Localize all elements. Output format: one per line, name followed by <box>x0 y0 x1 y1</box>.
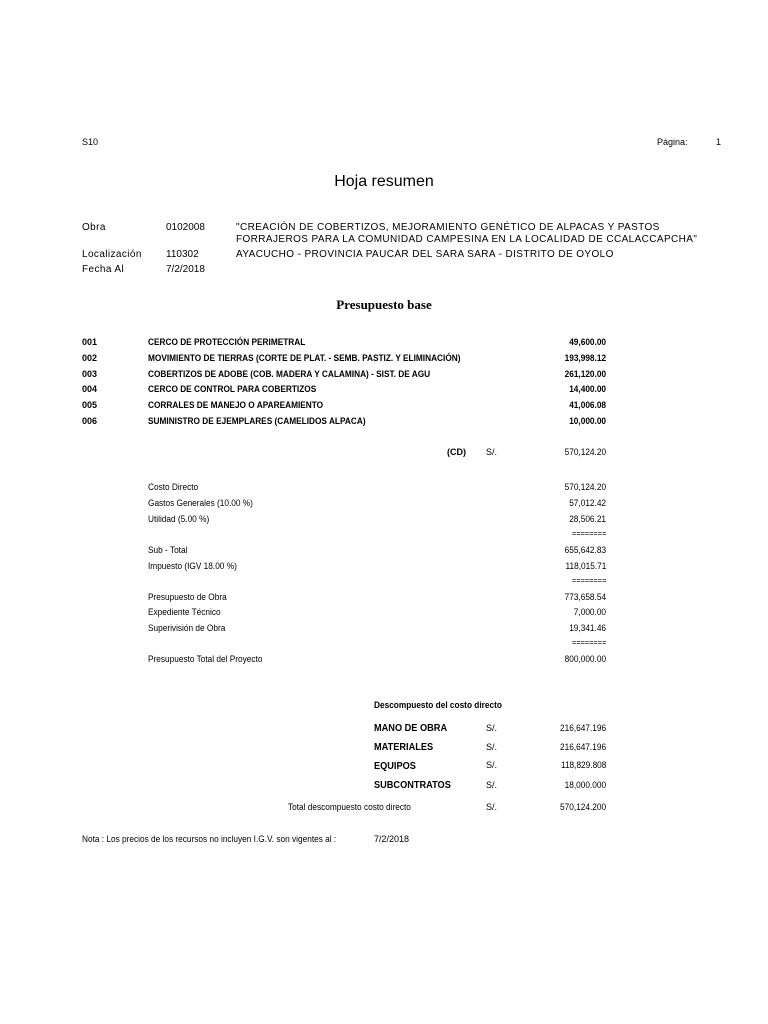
page-label: Página: <box>657 137 688 147</box>
breakdown-value: 216,647.196 <box>559 742 606 752</box>
breakdown-label: MANO DE OBRA <box>374 723 448 734</box>
summary-separator: ======== <box>571 576 606 585</box>
section-title: Presupuesto base <box>336 297 432 312</box>
localizacion-label: Localización <box>82 249 142 260</box>
summary-separator: ======== <box>571 529 606 538</box>
item-description: CORRALES DE MANEJO O APAREAMIENTO <box>148 400 324 410</box>
item-code: 002 <box>82 353 98 363</box>
cd-value: 570,124.20 <box>564 447 606 457</box>
summary-value: 19,341.46 <box>569 623 606 633</box>
breakdown-total-value: 570,124.200 <box>559 802 606 812</box>
item-code: 006 <box>82 416 98 426</box>
page-number: 1 <box>716 137 722 147</box>
item-value: 41,006.08 <box>569 400 606 410</box>
summary-value: 800,000.00 <box>564 654 606 664</box>
summary-value: 7,000.00 <box>573 607 606 617</box>
footnote-date: 7/2/2018 <box>374 834 410 844</box>
breakdown-label: SUBCONTRATOS <box>374 780 451 791</box>
item-code: 005 <box>82 400 98 410</box>
summary-value: 570,124.20 <box>564 482 606 492</box>
breakdown-total-currency: S/. <box>486 802 498 812</box>
item-code: 001 <box>82 337 98 347</box>
report-code: S10 <box>82 137 99 147</box>
breakdown-value: 18,000.000 <box>564 780 606 790</box>
breakdown-value: 118,829.808 <box>560 760 606 770</box>
item-description: COBERTIZOS DE ADOBE (COB. MADERA Y CALAMINA) - SIST. DE AGU <box>148 369 431 379</box>
summary-value: 28,506.21 <box>569 514 606 524</box>
summary-value: 655,642.83 <box>564 545 606 555</box>
summary-label: Expediente Técnico <box>148 607 221 617</box>
summary-separator: ======== <box>571 638 606 647</box>
summary-label: Gastos Generales (10.00 %) <box>148 498 253 508</box>
item-value: 49,600.00 <box>569 337 606 347</box>
breakdown-currency: S/. <box>486 780 498 790</box>
fecha-label: Fecha Al <box>82 264 125 275</box>
footnote: Nota : Los precios de los recursos no incluyen I.G.V. son vigentes al : <box>82 834 337 844</box>
cd-currency: S/. <box>486 447 498 457</box>
summary-label: Utilidad (5.00 %) <box>148 514 210 524</box>
item-description: CERCO DE CONTROL PARA COBERTIZOS <box>148 384 317 394</box>
obra-label: Obra <box>82 222 106 233</box>
summary-label: Presupuesto Total del Proyecto <box>148 654 263 664</box>
breakdown-currency: S/. <box>486 760 498 770</box>
summary-label: Sub - Total <box>148 545 188 555</box>
item-description: MOVIMIENTO DE TIERRAS (CORTE DE PLAT. - SEMB. PASTIZ. Y ELIMINACIÓN) <box>148 353 461 363</box>
breakdown-total-label: Total descompuesto costo directo <box>288 802 411 812</box>
summary-label: Superivisión de Obra <box>148 623 226 633</box>
breakdown-title: Descompuesto del costo directo <box>374 700 502 710</box>
item-value: 261,120.00 <box>564 369 606 379</box>
localizacion-description: AYACUCHO - PROVINCIA PAUCAR DEL SARA SARA - DISTRITO DE OYOLO <box>236 249 614 260</box>
summary-label: Impuesto (IGV 18.00 %) <box>148 561 237 571</box>
obra-description-line-1: "CREACIÓN DE COBERTIZOS, MEJORAMIENTO GENÉTICO DE ALPACAS Y PASTOS <box>236 222 660 233</box>
item-code: 003 <box>82 369 98 379</box>
page-title: Hoja resumen <box>334 173 434 190</box>
item-description: CERCO DE PROTECCIÓN PERIMETRAL <box>148 337 306 347</box>
cd-label: (CD) <box>447 447 466 457</box>
breakdown-label: MATERIALES <box>374 742 434 753</box>
item-value: 193,998.12 <box>564 353 606 363</box>
fecha-value: 7/2/2018 <box>166 264 205 275</box>
item-code: 004 <box>82 384 98 394</box>
summary-label: Costo Directo <box>148 482 199 492</box>
obra-description-line-2: FORRAJEROS PARA LA COMUNIDAD CAMPESINA EN LA LOCALIDAD DE CCALACCAPCHA" <box>236 234 698 245</box>
summary-label: Presupuesto de Obra <box>148 592 227 602</box>
summary-value: 773,658.54 <box>564 592 606 602</box>
summary-value: 57,012.42 <box>569 498 606 508</box>
localizacion-code: 110302 <box>166 249 199 260</box>
breakdown-value: 216,647.196 <box>559 723 606 733</box>
breakdown-currency: S/. <box>486 723 498 733</box>
obra-code: 0102008 <box>166 222 205 233</box>
item-value: 10,000.00 <box>569 416 606 426</box>
summary-value: 118,015.71 <box>565 561 606 571</box>
item-value: 14,400.00 <box>569 384 606 394</box>
breakdown-label: EQUIPOS <box>374 761 416 772</box>
breakdown-currency: S/. <box>486 742 498 752</box>
item-description: SUMINISTRO DE EJEMPLARES (CAMELIDOS ALPACA) <box>148 416 366 426</box>
